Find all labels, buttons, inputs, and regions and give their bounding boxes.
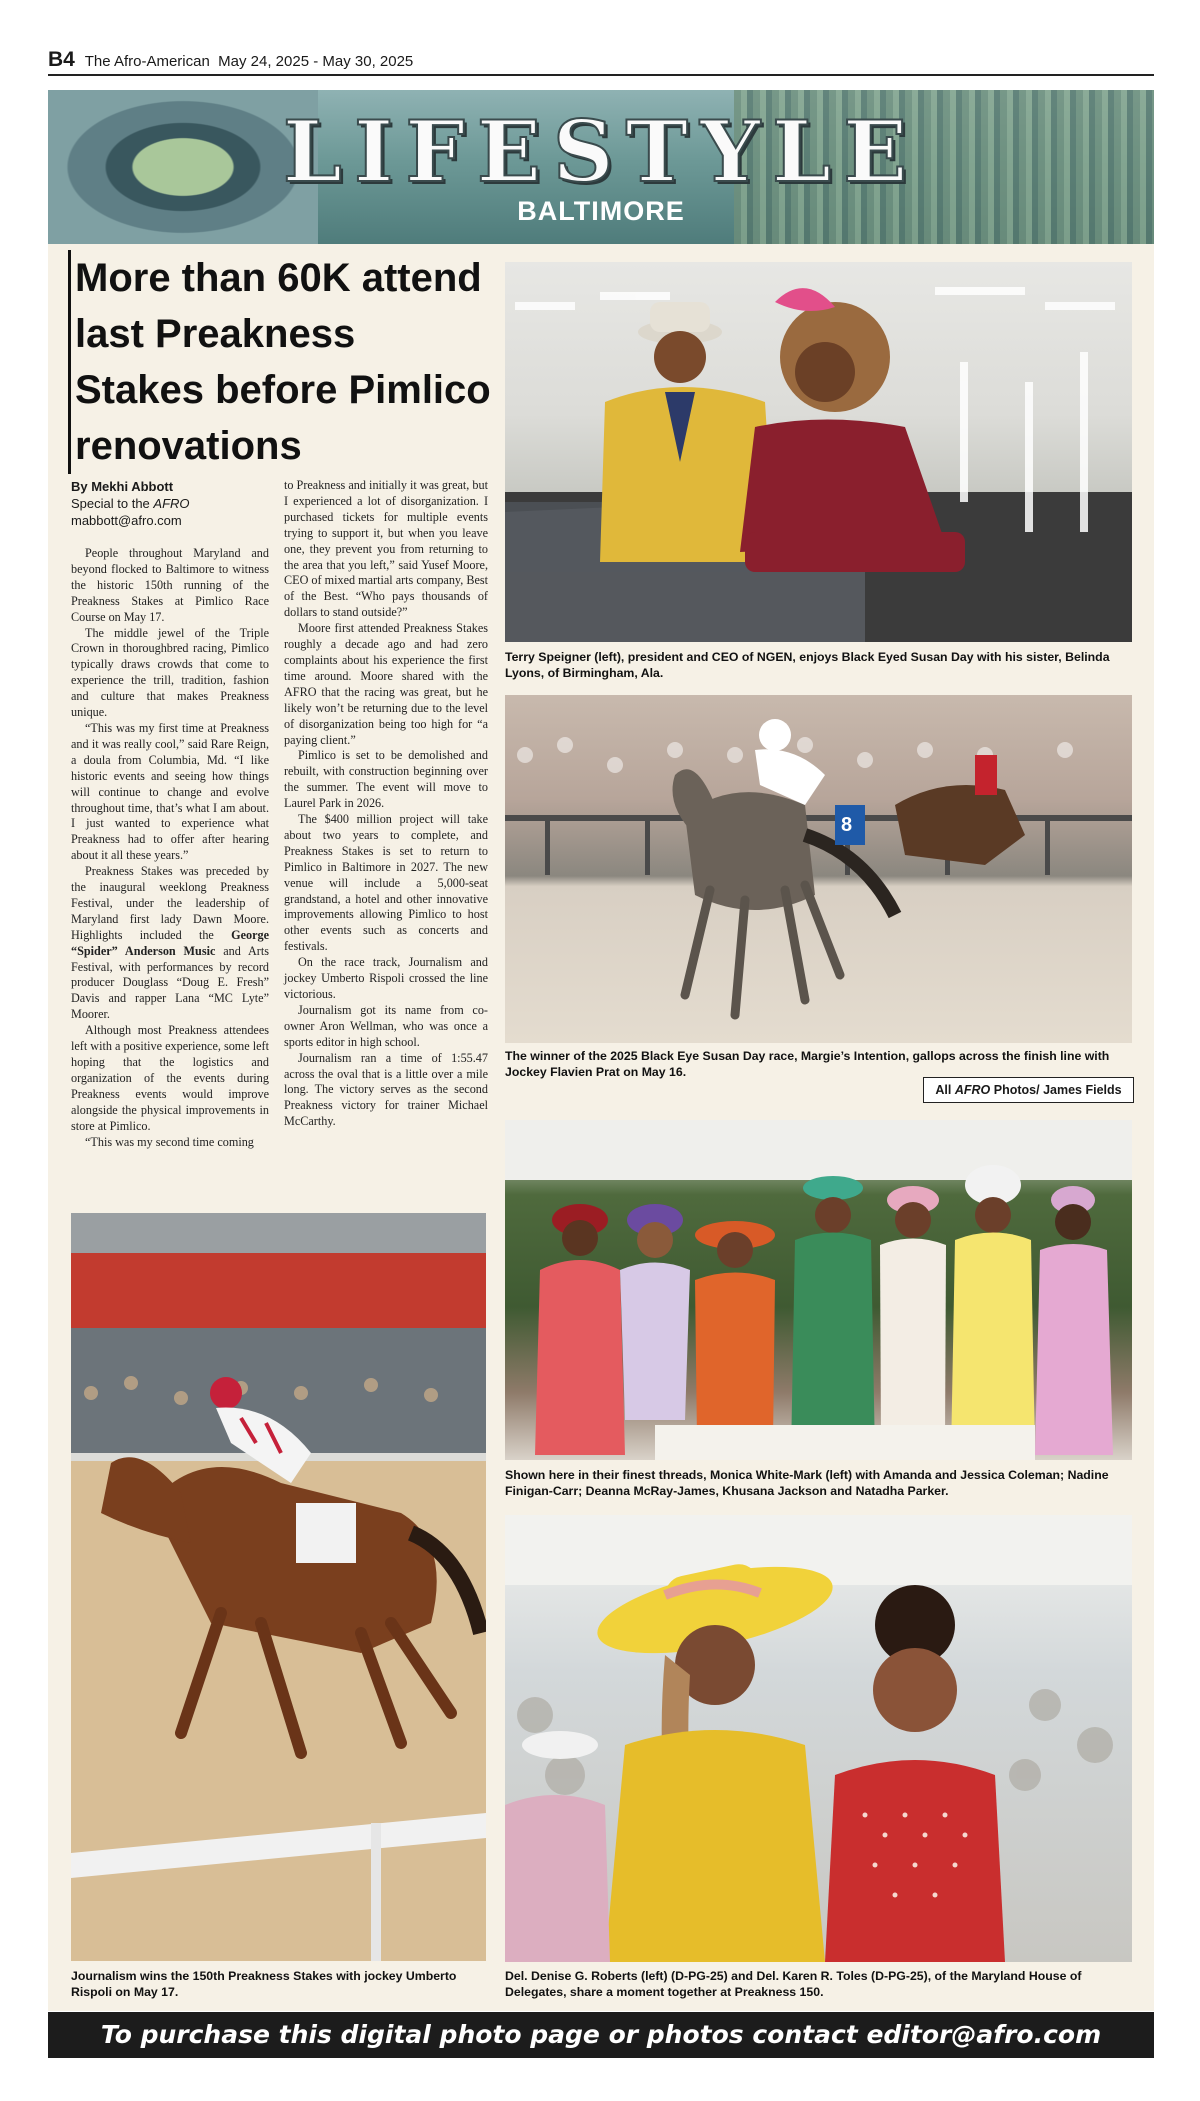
page-header [48, 48, 1154, 76]
credit-pub: AFRO [954, 1083, 991, 1097]
publication-name: The Afro-American [84, 53, 210, 70]
caption-photo-1: Terry Speigner (left), president and CEO of NGEN, enjoys Black Eyed Susan Day with his sister, Belinda Lyons, of Birmingham, Ala. [505, 650, 1110, 680]
paragraph [71, 864, 269, 1023]
photo-credit [923, 1077, 1134, 1103]
article-column-2 [284, 478, 488, 1130]
caption-photo-4: Del. Denise G. Roberts (left) (D-PG-25) and Del. Karen R. Toles (D-PG-25), of the Maryland House of Delegates, share a moment together at Preakness 150. [505, 1969, 1082, 1999]
paragraph: Journalism ran a time of 1:55.47 across the oval that is a little over a mile long. The victory serves as the second Preakness victory for trainer Michael McCarthy. [284, 1050, 488, 1129]
byline-role [71, 495, 271, 512]
paragraph: Although most Preakness attendees left with a positive experience, some left hoping that the logistics and organization of the events during Preakness events would improve alongside the physical improvements in store at Pimlico. [71, 1023, 269, 1133]
paragraph: Pimlico is set to be demolished and rebuilt, with construction beginning over the summer. The event will move to Laurel Park in 2026. [284, 748, 488, 811]
paragraph-text: and Arts Festival, with performances by record producer Douglass “Doug E. Fresh” Davis and rapper Lana “MC Lyte” Moorer. [71, 943, 269, 1022]
section-subtitle: BALTIMORE [517, 196, 685, 226]
byline [71, 478, 271, 529]
purchase-footer: To purchase this digital photo page or photos contact editor@afro.com [48, 2012, 1154, 2058]
credit-suffix: Photos/ James Fields [993, 1083, 1122, 1097]
photo-art [505, 1515, 1132, 1962]
photo-margies-intention [505, 695, 1132, 1043]
paragraph: The $400 million project will take about two years to complete, and Preakness Stakes is set to return to Pimlico in Baltimore in 2027. The new venue will include a 5,000-seat grandstand, a hotel and other innovative improvements allowing Pimlico to host other events such as concerts and festivals. [284, 812, 488, 954]
article-column-1 [71, 546, 269, 1150]
photo-art [505, 695, 1132, 1043]
paragraph: On the race track, Journalism and jockey Umberto Rispoli crossed the line victorious. [284, 955, 488, 1001]
page-number: B4 [48, 48, 75, 71]
paragraph: “This was my first time at Preakness and it was really cool,” said Rare Reign, a doula from Columbia, Md. “I like historic events and seeing how things will continue to change and evolve throughout time, that’s what I am about. I just wanted to experience what Preakness had to offer after hearing about it all these years.” [71, 720, 269, 863]
paragraph: Moore first attended Preakness Stakes roughly a decade ago and had zero complaints about his experience the first time around. Moore shared with the AFRO that the racing was great, but he likely won’t be returning due to the level of disorganization being too high for “a paying client.” [284, 621, 488, 747]
photo-art [71, 1213, 486, 1961]
byline-email[interactable]: mabbott@afro.com [71, 513, 182, 528]
photo-art [505, 262, 1132, 642]
photo-art [505, 1120, 1132, 1460]
saddle-cloth-number: 8 [841, 814, 853, 836]
issue-dates: May 24, 2025 - May 30, 2025 [218, 53, 414, 70]
paragraph: “This was my second time coming [85, 1134, 254, 1149]
byline-role-prefix: Special to the [71, 496, 150, 511]
byline-name: By Mekhi Abbott [71, 479, 174, 494]
caption-photo-3: Shown here in their finest threads, Monica White-Mark (left) with Amanda and Jessica Coleman; Nadine Finigan-Carr; Deanna McRay-James, Khusana Jackson and Natadha Parker. [505, 1468, 1109, 1498]
byline-role-pub: AFRO [153, 496, 190, 511]
photo-speigner-lyons [505, 262, 1132, 642]
paragraph: Journalism got its name from co-owner Aron Wellman, who was once a sports editor in high school. [284, 1002, 488, 1049]
article-headline: More than 60K attend last Preakness Stakes before Pimlico renovations [68, 250, 495, 474]
caption-photo-2: The winner of the 2025 Black Eye Susan Day race, Margie’s Intention, gallops across the finish line with Jockey Flavien Prat on May 16. [505, 1049, 1110, 1079]
paragraph: The middle jewel of the Triple Crown in thoroughbred racing, Pimlico typically draws crowds that come to experience the trill, tradition, fashion and culture that makes Preakness unique. [71, 625, 269, 720]
caption-photo-5: Journalism wins the 150th Preakness Stakes with jockey Umberto Rispoli on May 17. [71, 1969, 457, 1999]
section-title: LIFESTYLE [282, 102, 920, 201]
paragraph-text: Preakness Stakes was preceded by the inaugural weeklong Preakness Festival, under the leadership of Maryland first lady Dawn Moore. Highlights included the [71, 864, 269, 942]
paragraph: People throughout Maryland and beyond flocked to Baltimore to witness the historic 150th running of the Preakness Stakes at Pimlico Race Course on May 17. [71, 546, 269, 624]
photo-group-women [505, 1120, 1132, 1460]
lifestyle-banner [48, 90, 1154, 244]
credit-prefix: All [935, 1083, 952, 1097]
photo-delegates [505, 1515, 1132, 1962]
festival-name-bold: George “Spider” Anderson Music [71, 927, 270, 958]
paragraph: to Preakness and initially it was great, but I experienced a lot of disorganization. I purchased tickets for multiple events trying to support it, but when you leave one, they prevent you from returning to the area that you left,” said Yusef Moore, CEO of mixed martial arts company, Best of the Best. “Who pays thousands of dollars to stand outside?” [284, 478, 488, 620]
photo-journalism-win [71, 1213, 486, 1961]
